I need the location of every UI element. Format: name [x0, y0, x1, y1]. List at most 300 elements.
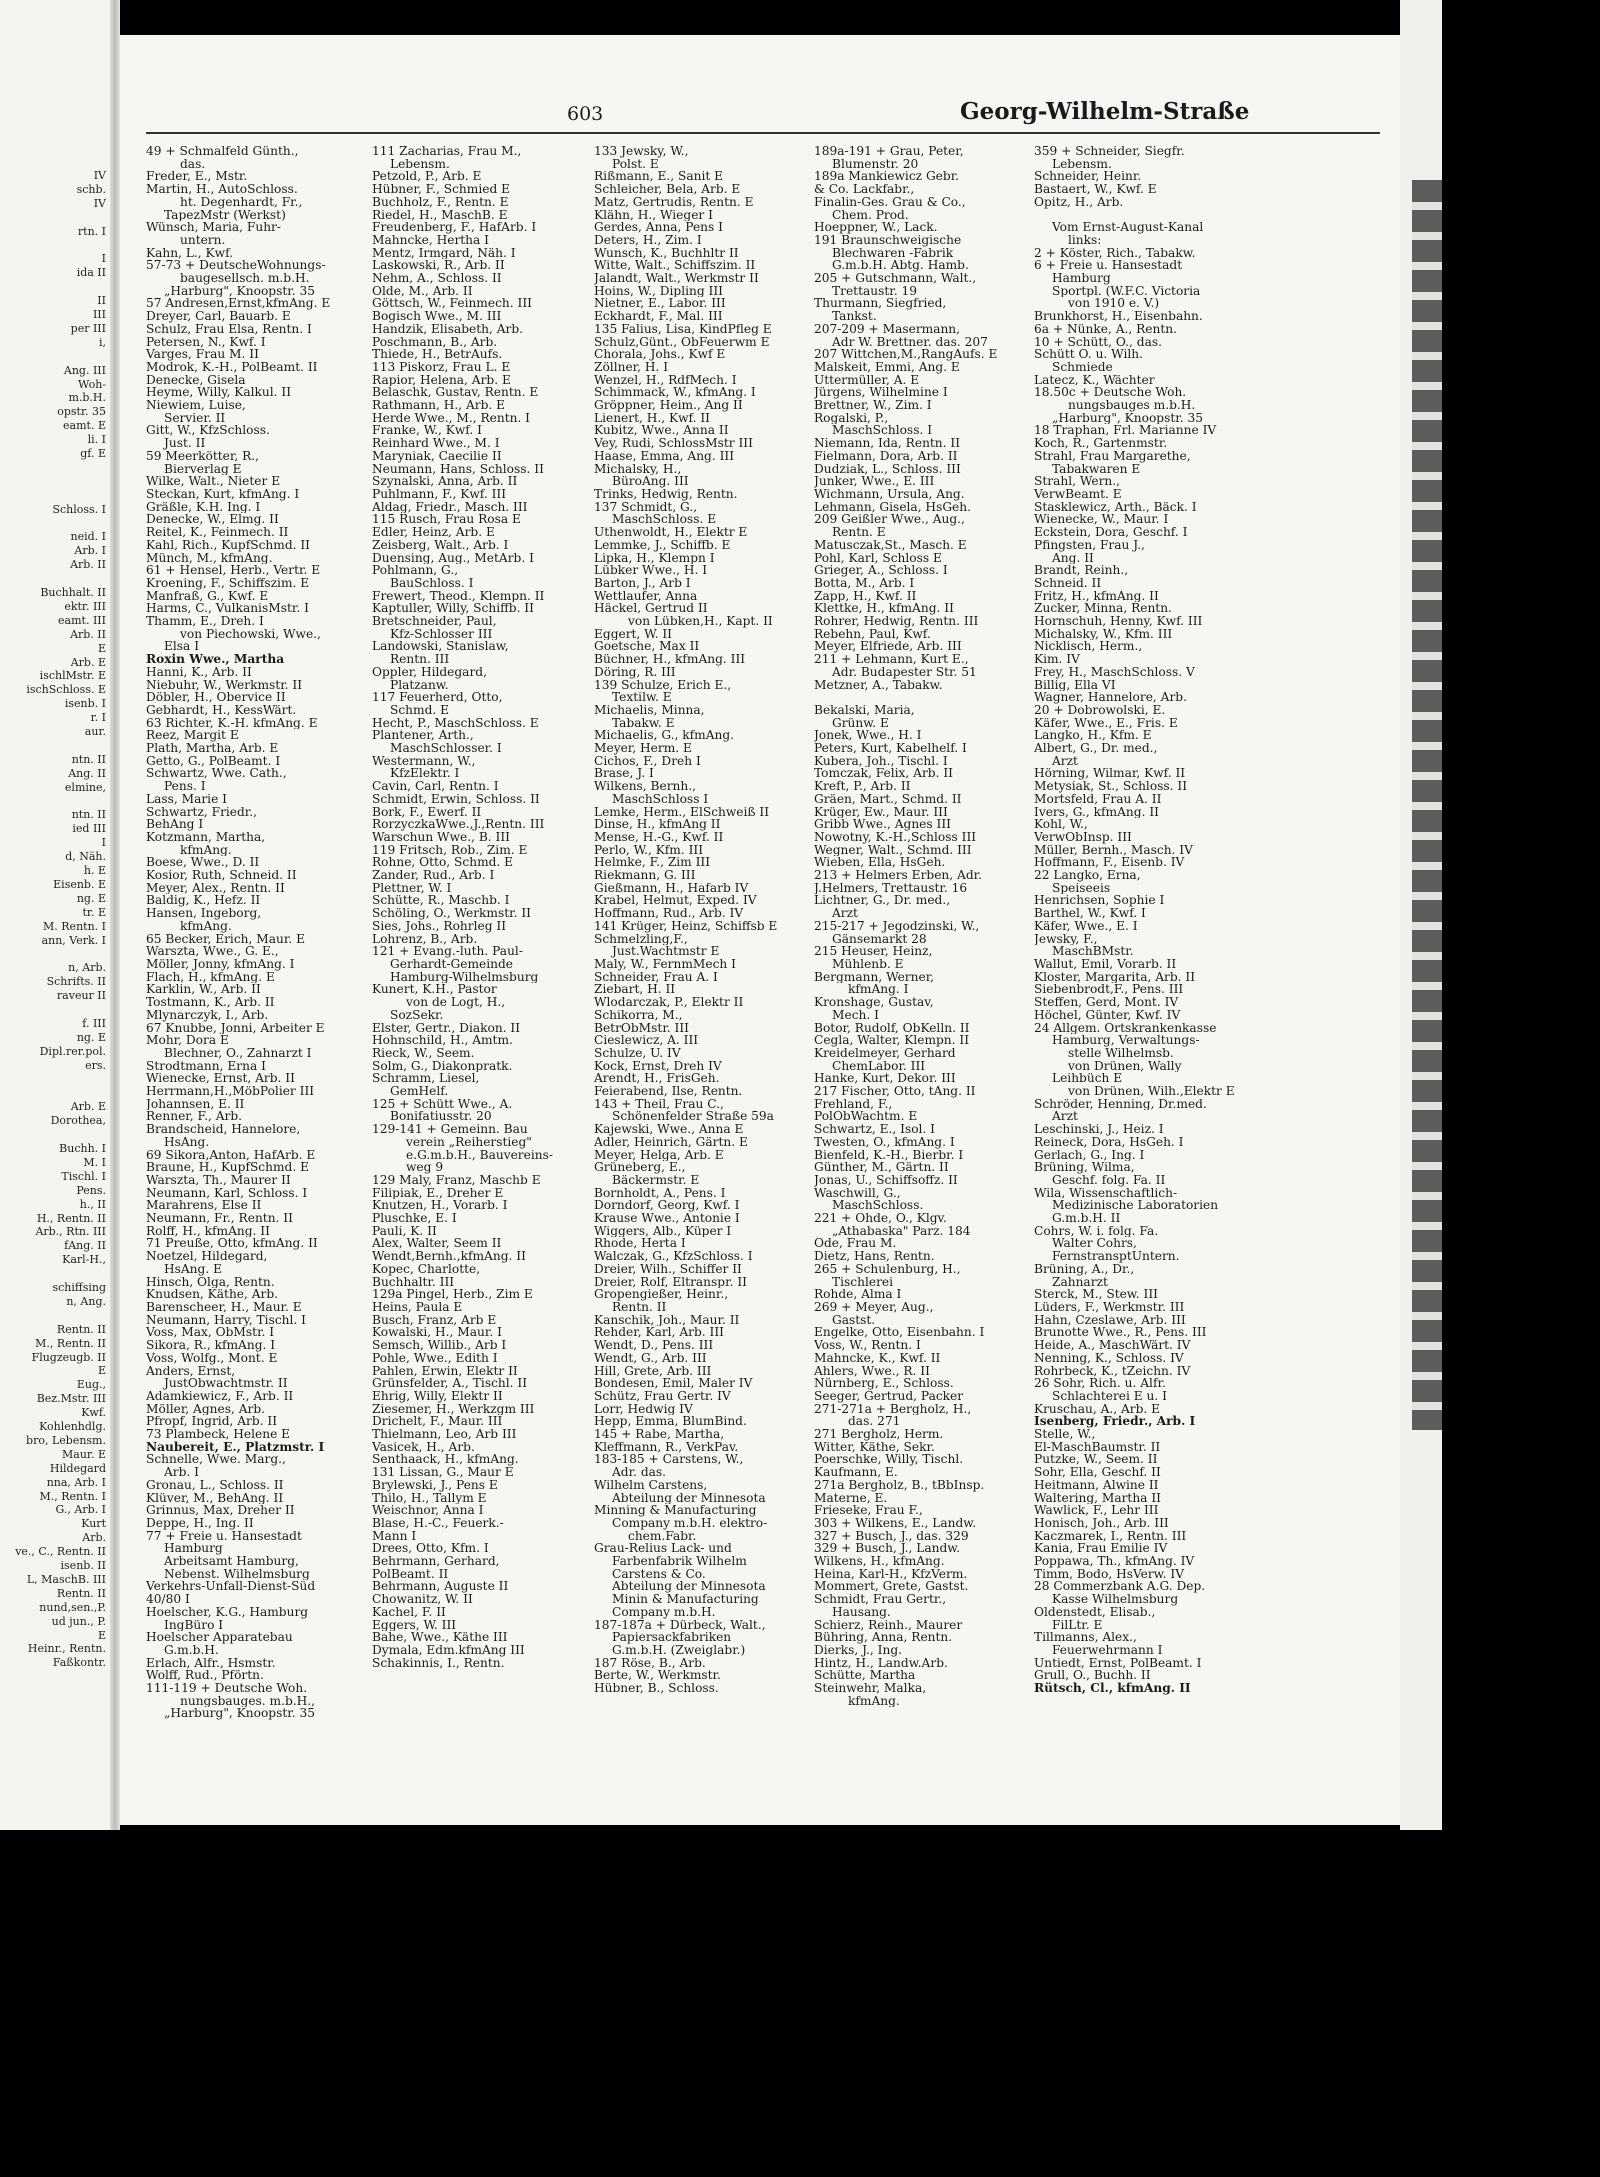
directory-line: Braune, H., KupfSchmd. E — [146, 1161, 309, 1174]
directory-line: Bonifatiusstr. 20 — [390, 1110, 492, 1124]
directory-line: Wichmann, Ursula, Ang. — [814, 487, 965, 501]
directory-line: Arendt, H., FrisGeh. — [594, 1072, 720, 1086]
directory-line: Erlach, Alfr., Hsmstr. — [146, 1656, 276, 1670]
directory-line: Wagner, Hannelore, Arb. — [1034, 691, 1187, 704]
directory-line: Buchhaltr. III — [372, 1275, 455, 1289]
directory-line: Schulz, Frau Elsa, Rentn. I — [146, 322, 312, 336]
directory-line: Kruschau, A., Arb. E — [1034, 1402, 1161, 1416]
directory-line: Bretschneider, Paul, — [372, 615, 497, 628]
directory-line: Schleicher, Bela, Arb. E — [594, 183, 741, 196]
directory-line: 145 + Rabe, Martha, — [594, 1428, 725, 1441]
directory-line: Gribb Wwe., Agnes III — [814, 818, 951, 831]
directory-line: Freder, E., Mstr. — [146, 170, 248, 184]
directory-line: Schakinnis, I., Rentn. — [372, 1656, 505, 1670]
directory-line: Arzt — [832, 907, 858, 920]
directory-line: Kowalski, H., Maur. I — [372, 1326, 502, 1340]
directory-line: Henrichsen, Sophie I — [1034, 894, 1165, 908]
directory-line: Frey, H., MaschSchloss. V — [1034, 665, 1195, 679]
directory-line: Schröder, Henning, Dr.med. — [1034, 1097, 1207, 1111]
directory-line: 187 Röse, B., Arb. — [594, 1656, 706, 1670]
directory-line: Metysiak, St., Schloss. II — [1034, 780, 1188, 793]
directory-line: Wila, Wissenschaftlich- — [1034, 1186, 1178, 1200]
directory-line: Albert, G., Dr. med., — [1034, 742, 1158, 755]
directory-line: 205 + Gutschmann, Walt., — [814, 272, 977, 285]
directory-line: Reinhard Wwe., M. I — [372, 437, 500, 450]
directory-line: Uthenwoldt, H., Elektr E — [594, 526, 748, 539]
directory-line: Pens. I — [164, 780, 206, 793]
directory-line: Rißmann, E., Sanit E — [594, 170, 724, 184]
directory-line: Minin & Manufacturing — [612, 1593, 759, 1606]
directory-line: Carstens & Co. — [612, 1567, 706, 1581]
directory-line: Grieger, A., Schloss. I — [814, 564, 948, 577]
directory-line: Wettlaufer, Anna — [594, 589, 698, 603]
directory-line: 189a-191 + Grau, Peter, — [814, 145, 964, 158]
directory-line: Nürnberg, E., Schloss. — [814, 1377, 954, 1390]
previous-page-line: Pens. — [76, 1183, 106, 1197]
directory-line: Billig, Ella VI — [1034, 678, 1116, 692]
directory-line: Weischnor, Anna I — [372, 1504, 484, 1517]
directory-line: 40/80 I — [146, 1593, 190, 1606]
directory-line: Plettner, W. I — [372, 881, 452, 895]
directory-line: 329 + Busch, J., Landw. — [814, 1542, 961, 1556]
directory-line: Landowski, Stanislaw, — [372, 640, 509, 654]
directory-line: Cichos, F., Dreh I — [594, 754, 701, 768]
directory-line: Adr. Budapester Str. 51 — [832, 665, 977, 679]
page-number: 603 — [567, 103, 604, 125]
directory-line: Wenzel, H., RdfMech. I — [594, 373, 737, 387]
directory-line: Hanni, K., Arb. II — [146, 665, 252, 679]
directory-line: Michaelis, Minna, — [594, 703, 705, 717]
directory-line: Flach, H., kfmAng. E — [146, 970, 275, 984]
directory-line: Junker, Wwe., E. III — [814, 475, 935, 488]
directory-line: Lemmke, J., Schiffb. E — [594, 538, 731, 552]
directory-line: 129a Pingel, Herb., Zim E — [372, 1288, 533, 1301]
directory-line: Hornschuh, Henny, Kwf. III — [1034, 615, 1203, 628]
directory-line: Boese, Wwe., D. II — [146, 856, 260, 870]
directory-column-5 — [1034, 145, 1252, 1795]
directory-line: Dreier, Rolf, Eltranspr. II — [594, 1275, 747, 1289]
directory-line: Hübner, B., Schloss. — [594, 1682, 719, 1695]
previous-page-line: III — [92, 308, 106, 321]
directory-line: 18 Traphan, Frl. Marianne IV — [1034, 424, 1217, 438]
previous-page-line: ied III — [72, 822, 106, 836]
directory-line: Dorndorf, Georg, Kwf. I — [594, 1199, 740, 1213]
directory-line: 137 Schmidt, G., — [594, 500, 698, 514]
directory-line: Neumann, Hans, Schloss. II — [372, 462, 544, 476]
directory-line: Kosior, Ruth, Schneid. II — [146, 869, 297, 882]
directory-line: Schulz,Günt., ObFeuerwm E — [594, 335, 770, 349]
directory-line: Schütt O. u. Wilh. — [1034, 348, 1143, 361]
previous-page-line: eamt. III — [58, 613, 106, 627]
directory-line: Busch, Franz, Arb E — [372, 1313, 497, 1327]
directory-line: Verkehrs-Unfall-Dienst-Süd — [146, 1580, 316, 1594]
directory-line: Barton, J., Arb I — [594, 576, 691, 590]
directory-line: Drees, Otto, Kfm. I — [372, 1542, 489, 1556]
directory-line: Gronau, L., Schloss. II — [146, 1478, 284, 1492]
directory-line: 217 Fischer, Otto, tAng. II — [814, 1085, 976, 1098]
directory-line: IngBüro I — [164, 1618, 224, 1632]
directory-line: 111-119 + Deutsche Woh. — [146, 1682, 308, 1695]
directory-line: Büchner, H., kfmAng. III — [594, 653, 746, 666]
directory-line: Adler, Heinrich, Gärtn. E — [594, 1135, 748, 1149]
directory-line: Gießmann, H., Hafarb IV — [594, 881, 749, 895]
directory-line: Blumenstr. 20 — [832, 157, 919, 171]
directory-line: 189a Mankiewicz Gebr. — [814, 170, 960, 184]
directory-line: Kloster, Margarita, Arb. II — [1034, 970, 1196, 984]
directory-line: Gerdes, Anna, Pens I — [594, 221, 723, 234]
directory-line — [814, 691, 1032, 704]
directory-line: 131 Lissan, G., Maur E — [372, 1466, 514, 1479]
directory-line: Feuerwehrmann I — [1052, 1643, 1163, 1657]
directory-line: Adr W. Brettner. das. 207 — [832, 335, 988, 349]
directory-line: Brylewski, J., Pens E — [372, 1478, 498, 1492]
directory-line: Günther, M., Gärtn. II — [814, 1161, 949, 1174]
directory-line: Chorala, Johs., Kwf E — [594, 348, 726, 361]
directory-line: Hahn, Czeslawe, Arb. III — [1034, 1313, 1186, 1327]
previous-page-line: ng. E — [76, 891, 106, 905]
directory-line: Mohr, Dora E — [146, 1034, 229, 1047]
directory-line: Feierabend, Ilse, Rentn. — [594, 1085, 743, 1098]
directory-line: Brandt, Reinh., — [1034, 564, 1129, 577]
previous-page-line: Faßkontr. — [52, 1656, 106, 1670]
previous-page-line: rtn. I — [77, 224, 106, 238]
directory-line: Abteilung der Minnesota — [612, 1580, 766, 1594]
directory-line: Duensing, Aug., MetArb. I — [372, 551, 534, 565]
previous-page-line: Rentn. II — [56, 1586, 106, 1600]
directory-line: Noetzel, Hildegard, — [146, 1250, 268, 1263]
directory-line: Gerhardt-Gemeinde — [390, 958, 514, 971]
directory-line: Arbeitsamt Hamburg, — [164, 1555, 299, 1568]
directory-line: Hintz, H., Landw.Arb. — [814, 1656, 948, 1670]
directory-line: Hoelscher, K.G., Hamburg — [146, 1605, 309, 1619]
directory-line: „Harburg", Knoopstr. 35 — [1052, 411, 1203, 425]
directory-line: Zander, Rud., Arb. I — [372, 869, 495, 882]
previous-page-line: f. III — [82, 1016, 106, 1030]
directory-line: FernstransptUntern. — [1052, 1250, 1180, 1263]
directory-line: „Athabaska" Parz. 184 — [832, 1224, 971, 1238]
previous-page-line: IV — [93, 196, 106, 210]
previous-page-line: Tischl. I — [61, 1169, 106, 1183]
directory-line: von Piechowski, Wwe., — [180, 627, 321, 641]
directory-line: Bondesen, Emil, Maler IV — [594, 1377, 753, 1390]
directory-line: Voss, Max, ObMstr. I — [146, 1326, 275, 1340]
directory-line: Bastaert, W., Kwf. E — [1034, 183, 1157, 196]
directory-line: Wendt, G., Arb. III — [594, 1351, 707, 1365]
directory-line: Oppler, Hildegard, — [372, 665, 487, 679]
directory-line: Gräen, Mart., Schmd. II — [814, 792, 962, 806]
directory-line: Servier. II — [164, 411, 226, 425]
previous-page-line: per III — [70, 321, 106, 335]
directory-line: Medizinische Laboratorien — [1052, 1199, 1219, 1213]
directory-line: Döbler, H., Obervice II — [146, 691, 286, 704]
directory-line: RorzyczkaWwe.,J.,Rentn. III — [372, 818, 545, 831]
previous-page-line: schb. — [76, 182, 106, 196]
previous-page-line: d, Näh. — [65, 850, 106, 864]
directory-line: 67 Knubbe, Jonni, Arbeiter E — [146, 1021, 325, 1035]
directory-line: Reez, Margit E — [146, 729, 239, 743]
directory-line: Kaczmarek, I., Rentn. III — [1034, 1529, 1187, 1543]
previous-page-line: Arb. E — [70, 1100, 106, 1114]
directory-line: Kim. IV — [1034, 653, 1080, 666]
previous-page-line: Arb., Rtn. III — [35, 1225, 106, 1239]
previous-page-line: r. I — [90, 711, 106, 725]
previous-page-line: Kohlenhdlg. — [39, 1420, 106, 1433]
directory-line: Heide, A., MaschWärt. IV — [1034, 1339, 1191, 1352]
directory-line: Lübker Wwe., H. I — [594, 564, 708, 577]
directory-line: Lichtner, G., Dr. med., — [814, 894, 951, 908]
directory-line: Anders, Ernst, — [146, 1364, 236, 1378]
directory-line: Isenberg, Friedr., Arb. I — [1034, 1415, 1196, 1429]
directory-line: Thilo, H., Tallym E — [372, 1491, 487, 1505]
previous-page-line: I — [101, 252, 106, 266]
previous-page-line: L, MaschB. III — [26, 1572, 106, 1586]
directory-line: Pfingsten, Frau J., — [1034, 538, 1145, 552]
directory-line: Wilhelm Carstens, — [594, 1478, 708, 1492]
directory-line: Steffen, Gerd, Mont. IV — [1034, 996, 1179, 1009]
directory-line: Wilke, Walt., Nieter E — [146, 475, 281, 488]
directory-line: VerwObInsp. III — [1034, 830, 1132, 844]
directory-line: Kahl, Rich., KupfSchmd. II — [146, 538, 310, 552]
previous-page-line: ischSchloss. E — [26, 683, 106, 697]
directory-line: Maryniak, Caecilie II — [372, 449, 502, 463]
directory-line: Kubera, Joh., Tischl. I — [814, 754, 948, 768]
directory-line: Botor, Rudolf, ObKelln. II — [814, 1021, 970, 1035]
directory-line: Schnelle, Wwe. Marg., — [146, 1453, 286, 1467]
directory-line: Cegla, Walter, Klempn. II — [814, 1034, 970, 1047]
directory-line: Gitt, W., KfzSchloss. — [146, 424, 270, 438]
directory-line: J.Helmers, Trettaustr. 16 — [814, 881, 968, 895]
directory-line: Kreft, P., Arb. II — [814, 780, 911, 793]
directory-line: Wilkens, Bernh., — [594, 780, 696, 793]
directory-line: Bergmann, Werner, — [814, 970, 935, 984]
directory-line: Kunert, K.H., Pastor — [372, 983, 497, 997]
directory-line: Dymala, Edm.kfmAng III — [372, 1643, 525, 1657]
directory-line: Riekmann, G. III — [594, 869, 696, 882]
directory-line: Plantener, Arth., — [372, 729, 474, 743]
directory-line: 183-185 + Carstens, W., — [594, 1453, 744, 1467]
directory-line: Schmiede — [1052, 360, 1113, 374]
directory-line: 77 + Freie u. Hansestadt — [146, 1529, 302, 1543]
directory-line: 111 Zacharias, Frau M., — [372, 145, 522, 158]
directory-line: Wlodarczak, P., Elektr II — [594, 996, 744, 1009]
directory-line: Kock, Ernst, Dreh IV — [594, 1059, 722, 1073]
directory-line: Wallut, Emil, Vorarb. II — [1034, 958, 1177, 971]
previous-page-line: Buchh. I — [59, 1142, 106, 1155]
directory-line: Neumann, Karl, Schloss. I — [146, 1186, 308, 1200]
directory-line: Klüver, M., BehAng. II — [146, 1491, 284, 1505]
directory-line: Jalandt, Walt., Werkmstr II — [594, 272, 759, 285]
directory-line: MaschSchloss. — [832, 1199, 924, 1213]
directory-line: Rohne, Otto, Schmd. E — [372, 856, 514, 870]
directory-line: Tabakwaren E — [1052, 462, 1141, 476]
directory-line: 2 + Köster, Rich., Tabakw. — [1034, 246, 1196, 260]
previous-page-line: Schloss. I — [52, 502, 106, 516]
directory-line: Strahl, Wern., — [1034, 475, 1121, 488]
directory-line: Baldig, K., Hefz. II — [146, 894, 261, 908]
directory-line: Cieslewicz, A. III — [594, 1034, 699, 1047]
previous-page-line: aur. — [84, 725, 106, 738]
previous-page-line: elmine, — [64, 780, 106, 794]
directory-line: Reineck, Dora, HsGeh. I — [1034, 1135, 1184, 1149]
directory-line: 211 + Lehmann, Kurt E., — [814, 653, 969, 666]
directory-line: Warschun Wwe., B. III — [372, 830, 511, 844]
directory-line: BauSchloss. I — [390, 576, 474, 590]
previous-page-line: nund,sen.,P. — [39, 1600, 106, 1614]
directory-line: Nehm, A., Schloss. II — [372, 272, 502, 285]
directory-line: Schöling, O., Werkmstr. II — [372, 907, 531, 920]
directory-line: 271 Bergholz, Herm. — [814, 1428, 944, 1441]
directory-line: Döring, R. III — [594, 665, 676, 679]
directory-line: Wolff, Rud., Pförtn. — [146, 1669, 264, 1683]
directory-line: G.m.b.H. — [164, 1643, 219, 1657]
directory-line: BehAng I — [146, 818, 204, 831]
directory-line: Solm, G., Diakonpratk. — [372, 1059, 513, 1073]
directory-line: Farbenfabrik Wilhelm — [612, 1555, 747, 1568]
directory-line: chem.Fabr. — [628, 1529, 697, 1543]
directory-line: 143 + Theil, Frau C., — [594, 1097, 724, 1111]
directory-line: Latecz, K., Wächter — [1034, 373, 1155, 387]
previous-page-line: E — [97, 1364, 106, 1378]
directory-line: Heyme, Willy, Kalkul. II — [146, 386, 292, 400]
directory-line: 133 Jewsky, W., — [594, 145, 689, 158]
directory-line: Malskeit, Emmi, Ang. E — [814, 360, 960, 374]
directory-line: Thiede, H., BetrAufs. — [372, 348, 503, 361]
directory-line: Buchholz, F., Rentn. E — [372, 195, 509, 209]
previous-page-line: Dipl.rer.pol. — [39, 1044, 106, 1058]
directory-line: Modrok, K.-H., PolBeamt. II — [146, 360, 318, 374]
directory-line: Bogisch Wwe., M. III — [372, 310, 502, 323]
directory-line: Tillmanns, Alex., — [1034, 1631, 1137, 1644]
directory-line: Voss, Wolfg., Mont. E — [146, 1351, 278, 1365]
directory-line: Manfraß, G., Kwf. E — [146, 589, 269, 603]
directory-line: Kaptuller, Willy, Schiffb. II — [372, 602, 534, 616]
directory-line: Niemann, Ida, Rentn. II — [814, 437, 961, 450]
directory-line: Möller, Agnes, Arb. — [146, 1402, 266, 1416]
directory-line: Rehder, Karl, Arb. III — [594, 1326, 724, 1340]
previous-page-line: i, — [98, 335, 106, 349]
directory-line: Schönenfelder Straße 59a — [612, 1110, 774, 1124]
directory-line: Warszta, Wwe., G. E., — [146, 945, 279, 958]
previous-page-line: IV — [93, 169, 106, 182]
previous-page-line: Ang. II — [68, 766, 106, 780]
directory-line: Goetsche, Max II — [594, 640, 700, 654]
directory-line: Kachel, F. II — [372, 1605, 446, 1619]
directory-line: Jewsky, F., — [1034, 932, 1098, 946]
directory-line: MaschBMstr. — [1052, 945, 1134, 958]
directory-line: PolObWachtm. E — [814, 1110, 918, 1124]
directory-line: 327 + Busch, J., das. 329 — [814, 1529, 969, 1543]
directory-line: Langko, H., Kfm. E — [1034, 729, 1152, 743]
directory-line: Ang. II — [1052, 551, 1094, 565]
directory-line: Hohnschild, H., Amtm. — [372, 1034, 513, 1047]
directory-line: Varges, Frau M. II — [146, 348, 259, 361]
directory-line: Pohle, Wwe., Edith I — [372, 1351, 498, 1365]
directory-line: Krause Wwe., Antonie I — [594, 1212, 740, 1225]
directory-line: Hamburg — [164, 1542, 223, 1556]
directory-line: Lebensm. — [390, 157, 450, 171]
directory-line: weg 9 — [406, 1161, 444, 1174]
directory-line: G.m.b.H. (Zweiglabr.) — [612, 1643, 746, 1657]
directory-line: Mahncke, Hertha I — [372, 233, 489, 247]
directory-line: 187-187a + Dürbeck, Walt., — [594, 1618, 766, 1632]
directory-line: kfmAng. — [180, 843, 232, 857]
previous-page-line: ida II — [76, 266, 106, 280]
directory-line: Schramm, Liesel, — [372, 1072, 480, 1086]
directory-line: Zöllner, H. I — [594, 360, 669, 374]
directory-line: 125 + Schütt Wwe., A. — [372, 1097, 513, 1111]
directory-line: Vasicek, H., Arb. — [372, 1440, 475, 1454]
directory-line: Mortsfeld, Frau A. II — [1034, 792, 1162, 806]
directory-line: Renner, F., Arb. — [146, 1110, 243, 1124]
thumb-index-strip — [1412, 180, 1442, 1430]
directory-line: Engelke, Otto, Eisenbahn. I — [814, 1326, 985, 1340]
directory-line: Lemke, Herm., ElSchweiß II — [594, 805, 770, 819]
directory-line: kfmAng. I — [848, 983, 909, 997]
directory-line: Warszta, Th., Maurer II — [146, 1173, 291, 1187]
previous-page-line: ischlMstr. E — [39, 669, 106, 683]
directory-line: KfzElektr. I — [390, 767, 460, 781]
directory-line: Niebuhr, W., Werkmstr. II — [146, 678, 303, 692]
directory-line: Ziebart, H. II — [594, 983, 676, 997]
directory-line: Schierz, Reinh., Maurer — [814, 1618, 963, 1632]
directory-line: Arzt — [1052, 1110, 1078, 1124]
directory-line: Kronshage, Gustav, — [814, 996, 934, 1009]
directory-line: 71 Preuße, Otto, kfmAng. II — [146, 1237, 318, 1251]
directory-line: Schimmack, W., kfmAng. I — [594, 386, 756, 400]
directory-line — [1034, 209, 1252, 222]
previous-page-line: isenb. I — [64, 697, 106, 711]
directory-line: ChemLabor. III — [832, 1059, 926, 1073]
directory-line: Meyer, Herm. E — [594, 742, 692, 755]
directory-line: Riedel, H., MaschB. E — [372, 208, 508, 222]
directory-line: ht. Degenhardt, Fr., — [180, 195, 303, 209]
directory-line: Steinwehr, Malka, — [814, 1682, 927, 1695]
directory-line: Gerlach, G., Ing. I — [1034, 1148, 1145, 1162]
directory-line: Poerschke, Willy, Tischl. — [814, 1453, 964, 1467]
directory-line: Company m.b.H. elektro- — [612, 1516, 768, 1530]
directory-line: Marahrens, Else II — [146, 1199, 262, 1213]
directory-line: 221 + Ohde, O., Klgv. — [814, 1212, 947, 1225]
directory-line: Walczak, G., KfzSchloss. I — [594, 1250, 753, 1263]
directory-line: Strodtmann, Erna I — [146, 1059, 266, 1073]
previous-page-line: M., Rentn. II — [35, 1336, 106, 1350]
directory-line: Alex, Walter, Seem II — [372, 1237, 502, 1251]
directory-line: baugesellsch. m.b.H. — [180, 272, 310, 285]
directory-line: Michalsky, W., Kfm. III — [1034, 627, 1173, 641]
directory-line: Behrmann, Gerhard, — [372, 1555, 500, 1568]
directory-line: Schwartz, Friedr., — [146, 805, 258, 819]
directory-line: Martin, H., AutoSchloss. — [146, 183, 298, 196]
previous-page-line: H., Rentn. II — [36, 1211, 106, 1225]
directory-line: Getto, G., PolBeamt. I — [146, 754, 281, 768]
directory-line: Rohrbeck, K., tZeichn. IV — [1034, 1364, 1191, 1378]
previous-page-line: n, Ang. — [66, 1294, 106, 1308]
directory-line: Putzke, W., Seem. II — [1034, 1453, 1158, 1467]
previous-page-line: Arb. I — [74, 544, 106, 558]
directory-line: von Drünen, Wally — [1068, 1059, 1182, 1073]
directory-line: Schwartz, Wwe. Cath., — [146, 767, 287, 781]
directory-line: Heitmann, Alwine II — [1034, 1478, 1159, 1492]
directory-line: Bahe, Wwe., Käthe III — [372, 1631, 508, 1644]
directory-line: Haase, Emma, Ang. III — [594, 449, 735, 463]
directory-line: Belaschk, Gustav, Rentn. E — [372, 386, 539, 400]
directory-line: Schütz, Frau Gertr. IV — [594, 1389, 731, 1403]
directory-line: Gräßle, K.H. Ing. I — [146, 500, 261, 514]
directory-line: Schneider, Heinr. — [1034, 170, 1142, 184]
directory-line: Lohrenz, B., Arb. — [372, 932, 478, 946]
directory-line: Polst. E — [612, 157, 659, 171]
directory-line: Leihbüch E — [1052, 1072, 1123, 1086]
